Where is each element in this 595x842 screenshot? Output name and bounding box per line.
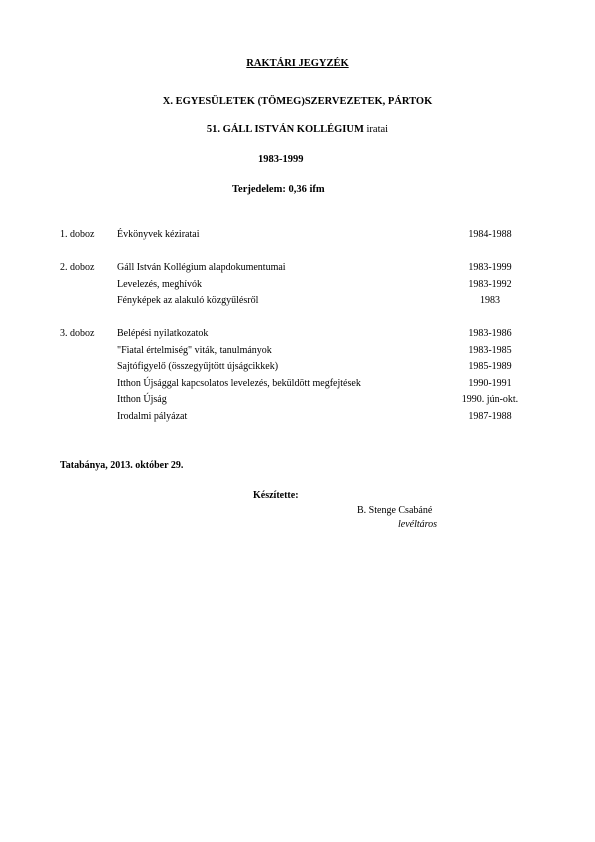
item-years: 1983-1986 [468, 328, 512, 339]
item-years: 1990-1991 [468, 378, 512, 389]
preparer-name: B. Stenge Csabáné [357, 505, 433, 516]
item-years: 1983 [480, 295, 500, 306]
fond-name: 51. GÁLL ISTVÁN KOLLÉGIUM [206, 124, 364, 135]
document-title: RAKTÁRI JEGYZÉK [246, 58, 349, 69]
section-heading: X. EGYESÜLETEK (TÖMEG)SZERVEZETEK, PÁRTOK [162, 96, 433, 107]
item-row [0, 378, 595, 394]
fond-extent: Terjedelem: 0,36 ifm [232, 184, 325, 195]
item-title: Sajtófigyelő (összegyűjtött újságcikkek) [117, 361, 279, 372]
item-row [0, 361, 595, 377]
item-years: 1983-1999 [468, 262, 512, 273]
item-title: Irodalmi pályázat [117, 411, 188, 422]
fond-years: 1983-1999 [258, 154, 304, 165]
item-years: 1983-1992 [468, 279, 512, 290]
box-label: 1. doboz [60, 229, 95, 240]
place-date: Tatabánya, 2013. október 29. [60, 460, 184, 471]
box-row [0, 229, 595, 245]
item-years: 1990. jún-okt. [461, 394, 519, 405]
item-years: 1984-1988 [468, 229, 512, 240]
box-row [0, 328, 595, 344]
item-title: Itthon Újság [117, 394, 167, 405]
fond-suffix: iratai [366, 124, 389, 135]
item-title: Levelezés, meghívók [117, 279, 202, 290]
item-title: Fényképek az alakuló közgyűlésről [117, 295, 259, 306]
item-title: Belépési nyilatkozatok [117, 328, 209, 339]
box-label: 3. doboz [60, 328, 95, 339]
item-title: Itthon Újsággal kapcsolatos levelezés, beküldött megfejtések [117, 378, 361, 389]
fond-heading [0, 124, 595, 135]
item-row [0, 279, 595, 295]
item-years: 1987-1988 [468, 411, 512, 422]
item-row [0, 295, 595, 311]
item-title: Évkönyvek kéziratai [117, 229, 200, 240]
box-row [0, 262, 595, 278]
item-years: 1985-1989 [468, 361, 512, 372]
item-row [0, 345, 595, 361]
prepared-by-label: Készítette: [253, 490, 299, 501]
item-row [0, 411, 595, 427]
item-years: 1983-1985 [468, 345, 512, 356]
box-label: 2. doboz [60, 262, 95, 273]
item-title: Gáll István Kollégium alapdokumentumai [117, 262, 286, 273]
item-title: "Fiatal értelmiség" viták, tanulmányok [117, 345, 272, 356]
item-row [0, 394, 595, 410]
preparer-role: levéltáros [398, 519, 438, 530]
